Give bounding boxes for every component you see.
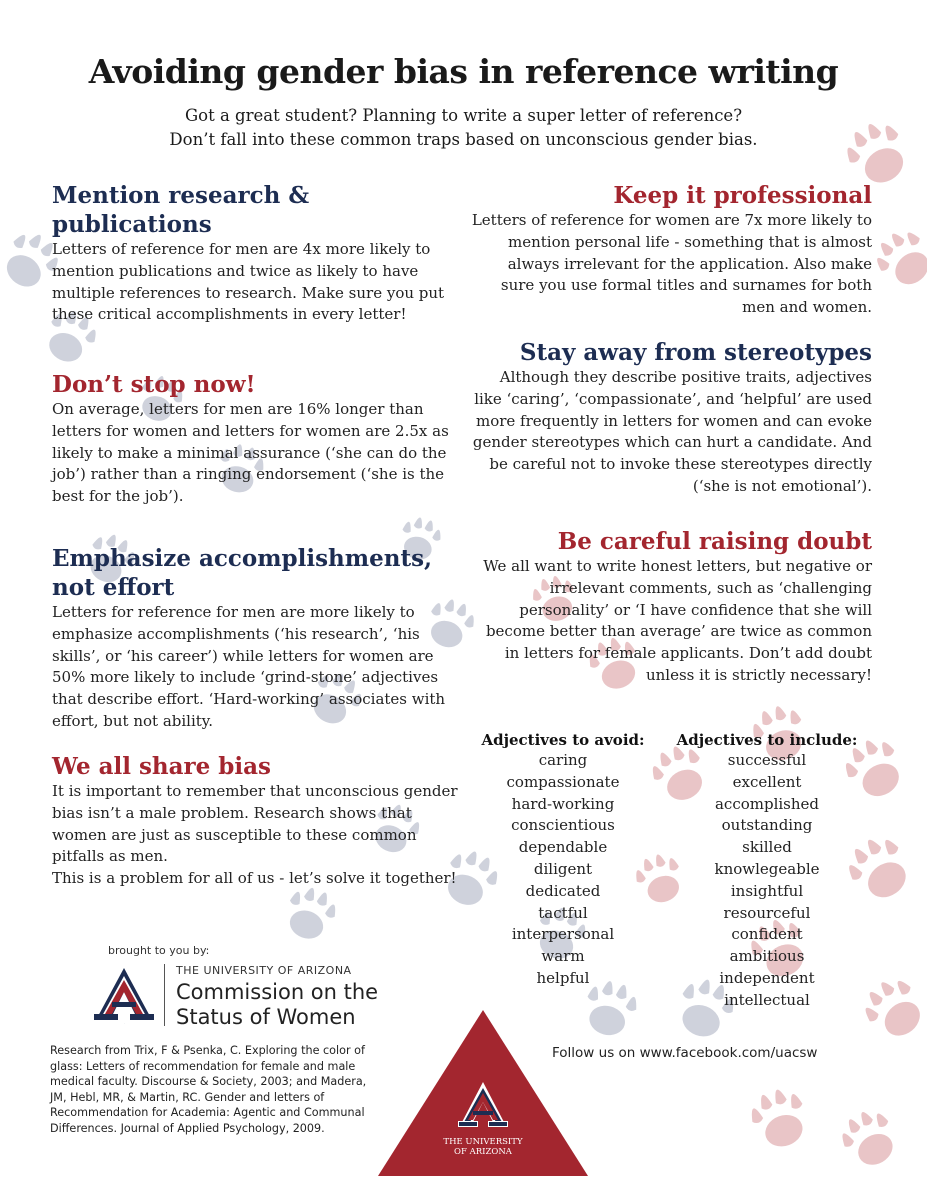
adjective-avoid-item-7: tactful bbox=[538, 903, 588, 922]
section-doubt-heading: Be careful raising doubt bbox=[557, 528, 872, 555]
adjective-avoid-item-9: warm bbox=[541, 947, 585, 966]
svg-text:A: A bbox=[124, 1024, 125, 1025]
section-doubt bbox=[470, 527, 872, 687]
section-research-body: Letters of reference for men are 4x more likely to mention publications and twice as likely to have multiple references to research. Make sure you put these critical accomplishments in every letter! bbox=[52, 240, 445, 324]
heading-line-1: Emphasize accomplishments, bbox=[52, 545, 433, 572]
adjective-include-item-10: independent bbox=[719, 968, 815, 987]
section-research-heading bbox=[52, 181, 464, 239]
section-dont-stop-heading: Don’t stop now! bbox=[52, 371, 256, 398]
facebook-follow-link[interactable]: Follow us on www.facebook.com/uacsw bbox=[552, 1045, 818, 1061]
section-share-bias-body-2: This is a problem for all of us - let’s solve it together! bbox=[52, 869, 457, 888]
section-share-bias-body: It is important to remember that unconscious gender bias isn’t a male problem. Research shows that women are just as susceptible to these common pitfalls as men. bbox=[52, 782, 458, 866]
section-stereotypes-body: Although they describe positive traits, adjectives like ‘caring’, ‘compassionate’, and ‘helpful’ are used more frequently in letters for women and can evoke gender stereotypes which can hurt a candidate. And be careful not to invoke these stereotypes directly (‘she is not emotional’). bbox=[472, 368, 872, 495]
commission-name bbox=[176, 980, 378, 1030]
adjectives-include-heading: Adjectives to include: bbox=[676, 731, 858, 749]
adjective-include-item-0: successful bbox=[727, 751, 807, 769]
section-professional-heading: Keep it professional bbox=[613, 182, 872, 209]
section-stereotypes bbox=[470, 338, 872, 498]
page-title: Avoiding gender bias in reference writing bbox=[88, 52, 839, 91]
university-a-logo bbox=[92, 964, 156, 1024]
adjective-avoid-item-0: caring bbox=[538, 751, 588, 769]
adjectives-avoid-heading: Adjectives to avoid: bbox=[481, 731, 645, 749]
adjective-include-item-6: insightful bbox=[730, 881, 804, 900]
adjectives-avoid bbox=[470, 731, 656, 990]
adjective-include-item-7: resourceful bbox=[723, 903, 811, 922]
heading-line-1: Mention research & bbox=[52, 182, 310, 209]
triangle-label-line-2: OF ARIZONA bbox=[454, 1147, 512, 1157]
section-accomplishments bbox=[52, 544, 464, 733]
section-professional-body: Letters of reference for women are 7x more likely to mention personal life - something that is almost always irrelevant for the application. Also make sure you use formal titles and surnames for both men and women. bbox=[471, 211, 872, 317]
adjective-avoid-item-8: interpersonal bbox=[511, 925, 615, 944]
section-stereotypes-heading: Stay away from stereotypes bbox=[519, 339, 872, 366]
adjective-include-item-2: accomplished bbox=[714, 794, 820, 813]
adjectives-include-list bbox=[664, 750, 870, 1012]
section-accomplishments-heading bbox=[52, 544, 464, 602]
triangle-university-label bbox=[376, 1137, 590, 1157]
adjective-avoid-item-2: hard-working bbox=[511, 794, 615, 813]
brought-to-you-by: brought to you by: bbox=[108, 944, 210, 957]
adjective-include-item-8: confident bbox=[731, 925, 803, 944]
adjective-include-item-9: ambitious bbox=[729, 947, 805, 966]
section-research bbox=[52, 181, 464, 326]
adjectives-include bbox=[664, 731, 870, 1012]
adjective-include-item-3: outstanding bbox=[721, 816, 813, 835]
adjective-avoid-item-10: helpful bbox=[536, 968, 590, 987]
adjective-avoid-item-5: diligent bbox=[533, 859, 593, 878]
section-dont-stop bbox=[52, 370, 464, 508]
adjective-avoid-item-6: dedicated bbox=[525, 881, 601, 900]
university-name: THE UNIVERSITY OF ARIZONA bbox=[176, 964, 352, 977]
commission-name-line-1: Commission on the bbox=[176, 980, 379, 1004]
logo-divider bbox=[164, 964, 165, 1026]
section-accomplishments-body: Letters for reference for men are more likely to emphasize accomplishments (‘his research’, ‘his skills’, or ‘his career’) while letters for women are 50% more likely to include ‘grind-stone’ adjectives that describe effort. ‘Hard-working’ associates with effort, but not ability. bbox=[52, 603, 446, 730]
adjective-include-item-1: excellent bbox=[732, 772, 802, 791]
triangle-label-line-1: THE UNIVERSITY bbox=[443, 1137, 523, 1147]
paw-print-icon bbox=[868, 222, 927, 295]
commission-name-line-2: Status of Women bbox=[176, 1005, 356, 1029]
adjective-avoid-item-1: compassionate bbox=[506, 772, 620, 791]
adjectives-avoid-list bbox=[470, 750, 656, 990]
heading-line-2: publications bbox=[52, 211, 212, 238]
section-dont-stop-body: On average, letters for men are 16% longer than letters for women and letters for women are 2.5x as likely to make a minimal assurance (‘she can do the job’) rather than a ringing endorsement (‘she is the best for the job’). bbox=[52, 400, 449, 506]
adjective-include-item-4: skilled bbox=[742, 838, 792, 857]
research-citation: Research from Trix, F & Psenka, C. Exploring the color of glass: Letters of recommendation for female and male medical faculty. Discourse & Society, 2003; and Madera, JM, Hebl, MR, & Martin, RC. Gender and letters of Recommendation for Academia: Agentic and Communal Differences. Journal of Applied Psychology, 2009. bbox=[50, 1044, 367, 1135]
adjective-avoid-item-4: dependable bbox=[518, 838, 608, 857]
section-professional bbox=[470, 181, 872, 319]
adjective-include-item-5: knowlegeable bbox=[714, 859, 820, 878]
section-share-bias bbox=[52, 752, 464, 890]
subtitle-line-2: Don’t fall into these common traps based on unconscious gender bias. bbox=[169, 130, 758, 149]
heading-line-2: not effort bbox=[52, 574, 175, 601]
section-share-bias-heading: We all share bias bbox=[52, 753, 271, 780]
page-subtitle bbox=[60, 104, 867, 152]
paw-print-icon bbox=[745, 1083, 814, 1154]
paw-print-icon bbox=[279, 882, 341, 945]
adjective-include-item-11: intellectual bbox=[724, 990, 810, 1009]
adjective-avoid-item-3: conscientious bbox=[511, 816, 615, 835]
section-doubt-body: We all want to write honest letters, but negative or irrelevant comments, such as ‘challenging personality’ or ‘I have confidence that she will become better than average’ are twice as common in letters for female applicants. Don’t add doubt unless it is strictly necessary! bbox=[483, 557, 872, 684]
paw-print-icon bbox=[834, 1103, 904, 1174]
subtitle-line-1: Got a great student? Planning to write a super letter of reference? bbox=[184, 106, 743, 125]
